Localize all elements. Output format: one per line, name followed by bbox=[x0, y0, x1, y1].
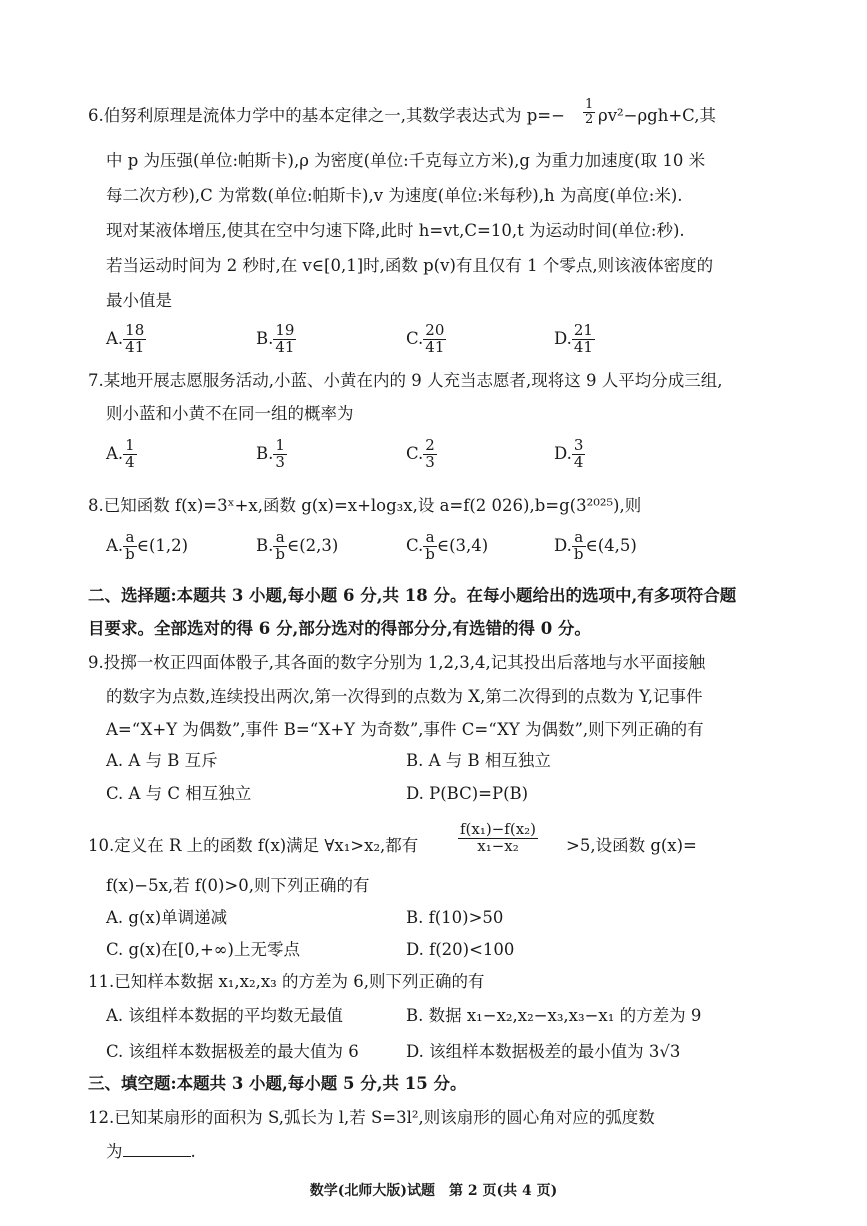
q8-option-c: C. $\frac{a}{b}$ ∈(3,4) bbox=[406, 528, 489, 563]
q6-line-2: 中 p 为压强(单位:帕斯卡),ρ 为密度(单位:千克每立方米),g 为重力加速度(取 10 米 bbox=[106, 151, 706, 170]
q8-option-a: A. $\frac{a}{b}$ ∈(1,2) bbox=[106, 528, 189, 563]
q6-text-1b: ρv²−ρgh+C,其 bbox=[598, 106, 716, 125]
q10-option-d: D. f(20)<100 bbox=[406, 940, 515, 959]
q6-option-a: A. $\frac{18}{41}$ bbox=[106, 321, 145, 356]
q8-line-1: 8.已知函数 f(x)=3ˣ+x,函数 g(x)=x+log₃x,设 a=f(2 026),b=g(3²⁰²⁵),则 bbox=[88, 496, 642, 515]
q7-line-2: 则小蓝和小黄不在同一组的概率为 bbox=[106, 404, 354, 423]
q9-line-3: A=“X+Y 为偶数”,事件 B=“X+Y 为奇数”,事件 C=“XY 为偶数”,则下列正确的有 bbox=[106, 720, 704, 739]
q11-option-b: B. 数据 x₁−x₂,x₂−x₃,x₃−x₁ 的方差为 9 bbox=[406, 1006, 702, 1025]
q8-option-d: D. $\frac{a}{b}$ ∈(4,5) bbox=[554, 528, 637, 563]
q9-options-row-1 bbox=[0, 745, 867, 777]
q9-option-b: B. A 与 B 相互独立 bbox=[406, 751, 551, 770]
q11-option-a: A. 该组样本数据的平均数无最值 bbox=[106, 1006, 343, 1025]
q9-option-a: A. A 与 B 互斥 bbox=[106, 751, 218, 770]
q11-option-d: D. 该组样本数据极差的最小值为 3√3 bbox=[406, 1042, 681, 1061]
q6-line-3: 每二次方秒),C 为常数(单位:帕斯卡),v 为速度(单位:米每秒),h 为高度(单位:米). bbox=[106, 186, 683, 205]
q6-half-fraction: $\frac{1}{2}$ bbox=[585, 97, 594, 127]
q12-line-2: 为 . bbox=[0, 1136, 867, 1168]
q10-difference-quotient: $\frac{\text{f(x₁)−f(x₂)}}{\text{x₁−x₂}}$ bbox=[460, 820, 537, 855]
q10-line-1: 10.定义在 R 上的函数 f(x)满足 ∀x₁>x₂,都有 $\frac{\text{f(x₁)−f(x₂)}}{\text{x₁−x₂}}$ >5,设函数 g(x)= bbox=[88, 820, 697, 855]
q7-options bbox=[0, 438, 867, 478]
section-2-heading-2: 目要求。全部选对的得 6 分,部分选对的得部分分,有选错的得 0 分。 bbox=[88, 619, 591, 638]
q9-line-2: 的数字为点数,连续投出两次,第一次得到的点数为 X,第二次得到的点数为 Y,记事件 bbox=[106, 687, 703, 706]
q10-option-a: A. g(x)单调递减 bbox=[106, 908, 228, 927]
q6-option-c: C. $\frac{20}{41}$ bbox=[406, 321, 445, 356]
q9-options-row-2 bbox=[0, 778, 867, 810]
q7-option-d: D. $\frac{3}{4}$ bbox=[554, 436, 584, 471]
q8-options bbox=[0, 530, 867, 570]
q12-answer-blank[interactable] bbox=[123, 1138, 191, 1157]
q9-option-c: C. A 与 C 相互独立 bbox=[106, 784, 252, 803]
section-2-heading: 二、选择题:本题共 3 小题,每小题 6 分,共 18 分。在每小题给出的选项中,有多项符合题 bbox=[88, 586, 737, 605]
q7-option-c: C. $\frac{2}{3}$ bbox=[406, 436, 435, 471]
q6-option-b: B. $\frac{19}{41}$ bbox=[256, 321, 295, 356]
q11-options-row-2 bbox=[0, 1036, 867, 1068]
q11-option-c: C. 该组样本数据极差的最大值为 6 bbox=[106, 1042, 359, 1061]
q7-option-a: A. $\frac{1}{4}$ bbox=[106, 436, 135, 471]
section-3-heading: 三、填空题:本题共 3 小题,每小题 5 分,共 15 分。 bbox=[88, 1074, 467, 1093]
q11-line-1: 11.已知样本数据 x₁,x₂,x₃ 的方差为 6,则下列正确的有 bbox=[88, 972, 485, 991]
q6-options bbox=[0, 323, 867, 363]
q7-option-b: B. $\frac{1}{3}$ bbox=[256, 436, 285, 471]
q6-line-5: 若当运动时间为 2 秒时,在 v∈[0,1]时,函数 p(v)有且仅有 1 个零点,则该液体密度的 bbox=[106, 256, 714, 275]
q6-line-6: 最小值是 bbox=[106, 291, 172, 310]
q12-line-1: 12.已知某扇形的面积为 S,弧长为 l,若 S=3l²,则该扇形的圆心角对应的弧度数 bbox=[88, 1108, 655, 1127]
q10-line-2: f(x)−5x,若 f(0)>0,则下列正确的有 bbox=[106, 876, 370, 895]
q6-option-d: D. $\frac{21}{41}$ bbox=[554, 321, 593, 356]
q11-options-row-1 bbox=[0, 1000, 867, 1032]
q9-line-1: 9.投掷一枚正四面体骰子,其各面的数字分别为 1,2,3,4,记其投出后落地与水平面接触 bbox=[88, 653, 706, 672]
q10-options-row-1 bbox=[0, 902, 867, 934]
q10-options-row-2 bbox=[0, 934, 867, 966]
page-footer: 数学(北师大版)试题 第 2 页(共 4 页) bbox=[309, 1183, 558, 1199]
q9-option-d: D. P(BC)=P(B) bbox=[406, 784, 529, 803]
q10-option-c: C. g(x)在[0,+∞)上无零点 bbox=[106, 940, 300, 959]
q10-option-b: B. f(10)>50 bbox=[406, 908, 504, 927]
q6-line-1 bbox=[0, 97, 867, 132]
q6-text-1a: 6.伯努利原理是流体力学中的基本定律之一,其数学表达式为 p=− bbox=[88, 106, 565, 125]
q6-line-4: 现对某液体增压,使其在空中匀速下降,此时 h=vt,C=10,t 为运动时间(单位:秒). bbox=[106, 221, 685, 240]
q7-line-1: 7.某地开展志愿服务活动,小蓝、小黄在内的 9 人充当志愿者,现将这 9 人平均分成三组, bbox=[88, 371, 723, 390]
q8-option-b: B. $\frac{a}{b}$ ∈(2,3) bbox=[256, 528, 339, 563]
